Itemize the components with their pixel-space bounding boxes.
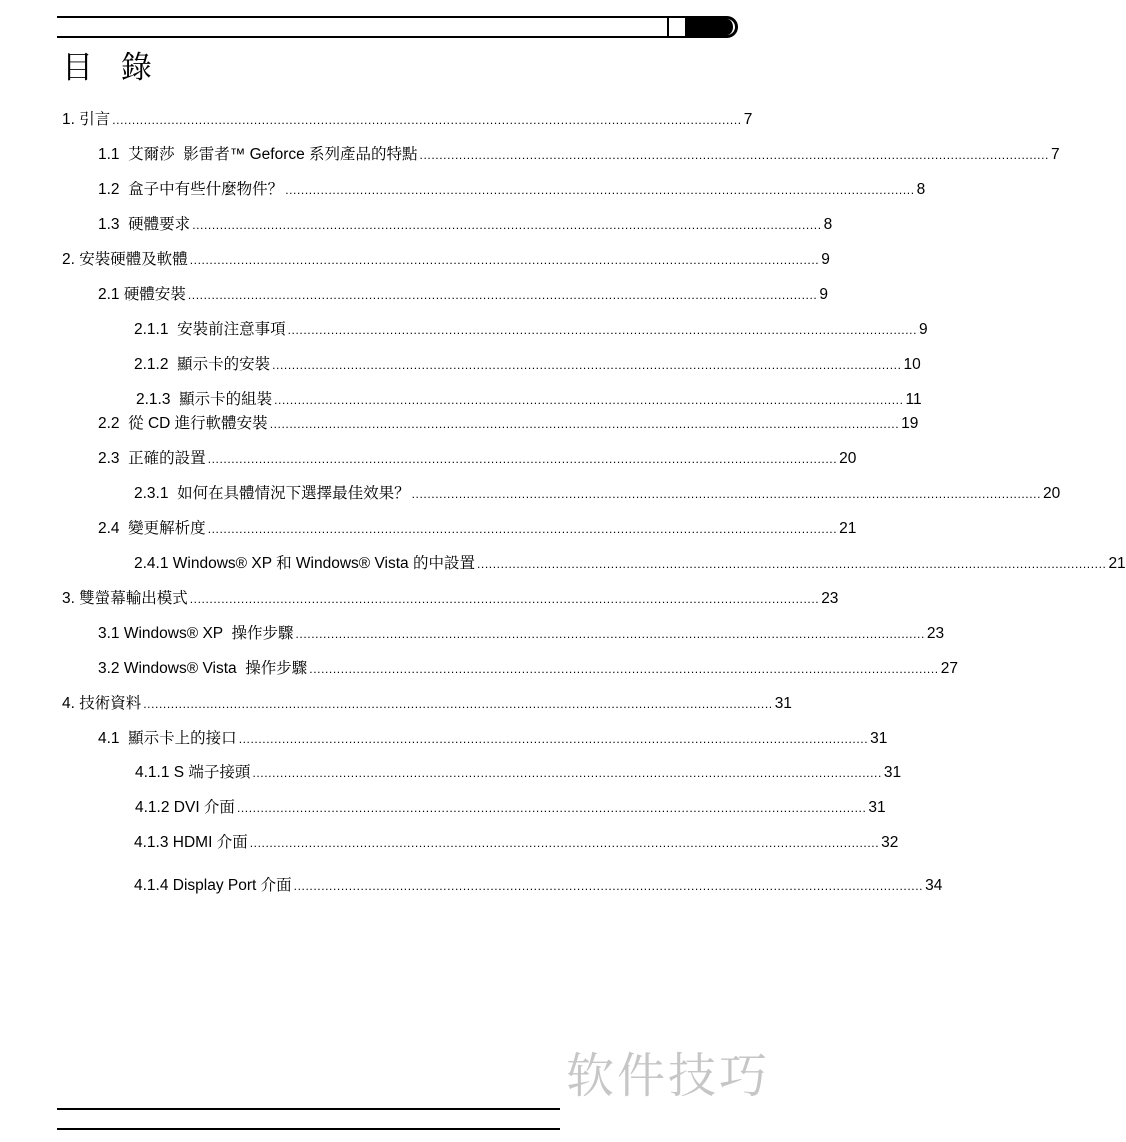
dot-leader: ................................................................................................................................................................ [192, 218, 822, 232]
dot-leader: ................................................................................................................................................................ [274, 393, 904, 407]
toc-entry-title: 盒子中有些什麼物件？ [128, 181, 284, 198]
toc-entry-number: 4. [62, 695, 80, 712]
toc-entry-title: Windows® Vista 操作步驟 [123, 660, 308, 677]
dot-leader: ................................................................................................................................................................ [189, 592, 820, 606]
toc-entry-title: 引言 [79, 111, 111, 128]
footer-double-rule [57, 1108, 560, 1130]
toc-entry-number: 2.1 [98, 286, 124, 303]
toc-entry-2-3-1[interactable] [134, 480, 1061, 504]
toc-entry-number: 4.1.2 [135, 799, 174, 816]
toc-entry-title: 硬體安裝 [123, 286, 186, 303]
page-title: 目 錄 [62, 50, 161, 86]
toc-entry-page: 10 [903, 356, 921, 373]
toc-entry-title: 安裝硬體及軟體 [79, 251, 188, 268]
toc-entry-1-3[interactable] [98, 211, 833, 235]
toc-entry-page: 23 [926, 625, 945, 642]
toc-entry-number: 3.2 [98, 660, 124, 677]
toc-entry-title: 安裝前注意事項 [177, 321, 286, 338]
dot-leader: ................................................................................................................................................................ [419, 148, 1049, 162]
dot-leader: ................................................................................................................................................................ [309, 662, 939, 676]
toc-entry-2-2[interactable] [98, 410, 919, 434]
toc-entry-number: 2.3.1 [134, 485, 178, 502]
toc-entry-number: 2.4.1 [134, 555, 173, 572]
toc-entry-page: 23 [821, 590, 839, 607]
dot-leader: ................................................................................................................................................................ [238, 732, 869, 746]
dot-leader: ................................................................................................................................................................ [285, 183, 915, 197]
dot-leader: ................................................................................................................................................................ [207, 452, 838, 466]
toc-entry-number: 1.2 [98, 181, 129, 198]
toc-entry-page: 7 [743, 111, 753, 128]
toc-entry-3[interactable] [62, 585, 839, 609]
toc-entry-4-1-2[interactable] [135, 794, 886, 818]
toc-entry-4-1-1[interactable] [135, 759, 902, 783]
toc-entry-2-4[interactable] [98, 515, 857, 539]
toc-entry-number: 4.1.4 [134, 877, 173, 894]
toc-entry-4[interactable] [62, 690, 792, 714]
toc-entry-title: Display Port 介面 [172, 877, 292, 894]
toc-entry-1-2[interactable] [98, 176, 926, 200]
toc-entry-2-1-2[interactable] [134, 351, 921, 375]
toc-entry-1[interactable] [62, 106, 753, 130]
toc-entry-title: 技術資料 [79, 695, 142, 712]
toc-entry-1-1[interactable] [98, 141, 1060, 165]
toc-entry-page: 34 [925, 877, 943, 894]
toc-entry-page: 9 [821, 251, 830, 268]
toc-entry-3-1[interactable] [98, 620, 945, 644]
toc-entry-page: 20 [1043, 485, 1061, 502]
toc-entry-page: 31 [883, 764, 902, 781]
toc-entry-2-1-3[interactable] [136, 386, 922, 410]
dot-leader: ................................................................................................................................................................ [143, 697, 773, 711]
toc-entry-title: Windows® XP 和 Windows® Vista 的中設置 [172, 555, 475, 572]
toc-entry-title: 顯示卡的組裝 [179, 391, 273, 408]
toc-entry-3-2[interactable] [98, 655, 958, 679]
toc-entry-page: 20 [839, 450, 857, 467]
toc-entry-number: 2. [62, 251, 80, 268]
toc-entry-title: Windows® XP 操作步驟 [123, 625, 294, 642]
watermark: 软件技巧 [566, 1048, 771, 1104]
toc-entry-title: 顯示卡的安裝 [177, 356, 271, 373]
toc-entry-number: 1.1 [98, 146, 129, 163]
toc-entry-title: S 端子接頭 [173, 764, 251, 781]
toc-entry-title: DVI 介面 [173, 799, 235, 816]
toc-entry-number: 2.3 [98, 450, 129, 467]
toc-entry-page: 8 [823, 216, 833, 233]
toc-entry-page: 27 [940, 660, 958, 677]
toc-entry-page: 19 [901, 415, 919, 432]
toc-entry-4-1[interactable] [98, 725, 888, 749]
toc-entry-page: 21 [1108, 555, 1126, 572]
toc-entry-2-1[interactable] [98, 281, 828, 305]
toc-entry-page: 9 [819, 286, 828, 303]
toc-entry-4-1-3[interactable] [134, 829, 899, 853]
toc-entry-title: 變更解析度 [128, 520, 206, 537]
toc-entry-4-1-4[interactable] [134, 872, 943, 896]
dot-leader: ................................................................................................................................................................ [287, 323, 918, 337]
dot-leader: ................................................................................................................................................................ [187, 288, 818, 302]
toc-entry-2-3[interactable] [98, 445, 857, 469]
toc-entry-page: 9 [919, 321, 928, 338]
dot-leader: ................................................................................................................................................................ [207, 522, 838, 536]
toc-entry-page: 31 [868, 799, 886, 816]
toc-entry-page: 7 [1050, 146, 1060, 163]
toc-entry-number: 4.1.3 [134, 834, 173, 851]
toc-entry-page: 21 [839, 520, 857, 537]
toc-entry-title: HDMI 介面 [172, 834, 248, 851]
dot-leader: ................................................................................................................................................................ [189, 253, 820, 267]
toc-entry-title: 雙螢幕輸出模式 [79, 590, 188, 607]
dot-leader: ................................................................................................................................................................ [293, 879, 924, 893]
toc-entry-title: 顯示卡上的接口 [128, 730, 237, 747]
dot-leader: ................................................................................................................................................................ [112, 113, 742, 127]
dot-leader: ................................................................................................................................................................ [269, 417, 900, 431]
toc-entry-title: 如何在具體情況下選擇最佳效果？ [177, 485, 410, 502]
toc-entry-number: 2.1.2 [134, 356, 178, 373]
dot-leader: ................................................................................................................................................................ [477, 557, 1107, 571]
dot-leader: ................................................................................................................................................................ [295, 627, 925, 641]
dot-leader: ................................................................................................................................................................ [236, 801, 867, 815]
toc-entry-title: 艾爾莎 影雷者™ Geforce 系列產品的特點 [128, 146, 418, 163]
toc-entry-2[interactable] [62, 246, 830, 270]
toc-entry-title: 正確的設置 [128, 450, 206, 467]
toc-entry-page: 31 [774, 695, 792, 712]
toc-entry-number: 2.1.1 [134, 321, 178, 338]
toc-entry-number: 3. [62, 590, 80, 607]
toc-entry-2-4-1[interactable] [134, 550, 1126, 574]
toc-entry-page: 8 [916, 181, 926, 198]
dot-leader: ................................................................................................................................................................ [272, 358, 902, 372]
toc-entry-number: 3.1 [98, 625, 124, 642]
toc-entry-number: 2.4 [98, 520, 129, 537]
toc-entry-2-1-1[interactable] [134, 316, 928, 340]
toc-entry-page: 11 [905, 391, 922, 408]
toc-entry-number: 1. [62, 111, 80, 128]
toc-entry-title: 硬體要求 [128, 216, 191, 233]
toc-entry-title: 從 CD 進行軟體安裝 [128, 415, 268, 432]
toc-entry-number: 4.1.1 [135, 764, 174, 781]
dot-leader: ................................................................................................................................................................ [411, 487, 1042, 501]
toc-entry-page: 32 [881, 834, 899, 851]
dot-leader: ................................................................................................................................................................ [249, 836, 880, 850]
toc-entry-page: 31 [870, 730, 888, 747]
toc-entry-number: 1.3 [98, 216, 129, 233]
toc-entry-number: 2.2 [98, 415, 129, 432]
dot-leader: ................................................................................................................................................................ [252, 766, 882, 780]
toc-entry-number: 4.1 [98, 730, 129, 747]
toc-entry-number: 2.1.3 [136, 391, 180, 408]
